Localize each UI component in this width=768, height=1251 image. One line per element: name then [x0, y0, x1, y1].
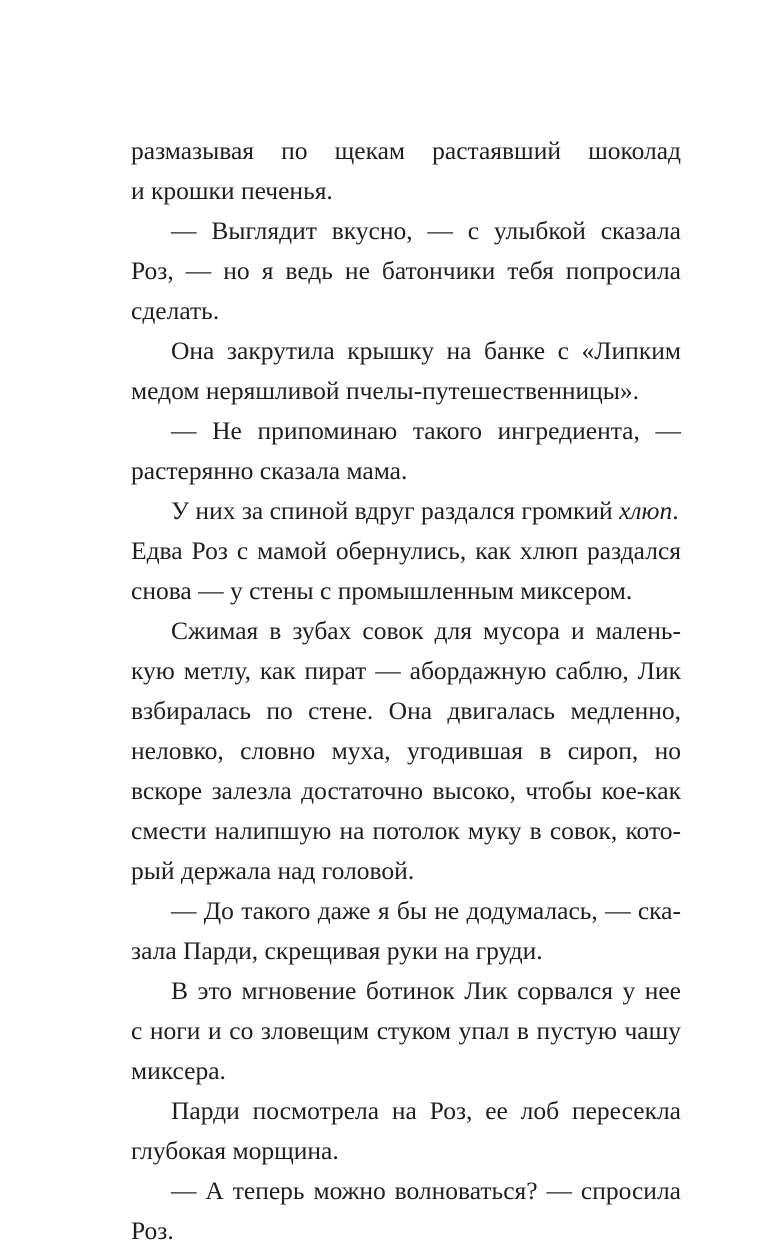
text-line: смести налипшую на потолок муку в совок, кото- — [131, 816, 681, 845]
text-line: миксера. — [131, 1056, 226, 1085]
text-line: с ноги и со зловещим стуком упал в пустую чашу — [131, 1016, 681, 1045]
text-line: — А теперь можно волноваться? — спросила — [171, 1176, 681, 1205]
text-line: — Не припоминаю такого ингредиента, — — [171, 416, 681, 445]
text-line: вскоре залезла достаточно высоко, чтобы кое-как — [131, 776, 681, 805]
text-line: медом неряшливой пчелы-путешественницы». — [131, 376, 640, 405]
text-line: Едва Роз с мамой обернулись, как хлюп раздался — [131, 536, 681, 565]
text-line: и крошки печенья. — [131, 176, 333, 205]
text-segment: У них за спиной вдруг раздался громкий — [171, 496, 613, 525]
text-line — [131, 491, 681, 531]
text-line: В это мгновение ботинок Лик сорвался у нее — [171, 976, 681, 1005]
italic-word: хлюп — [619, 496, 673, 525]
text-line: — До такого даже я бы не додумалась, — ска- — [171, 896, 681, 925]
text-line: взбиралась по стене. Она двигалась медленно, — [131, 696, 681, 725]
text-line: сделать. — [131, 296, 220, 325]
text-line: растерянно сказала мама. — [131, 456, 408, 485]
text-line: — Выглядит вкусно, — с улыбкой сказала — [171, 216, 681, 245]
text-line: зала Парди, скрещивая руки на груди. — [131, 936, 543, 965]
text-line: Роз, — но я ведь не батончики тебя попросила — [131, 256, 681, 285]
text-line: рый держала над головой. — [131, 856, 415, 885]
text-line: глубокая морщина. — [131, 1136, 339, 1165]
text-line: Парди посмотрела на Роз, ее лоб пересекла — [171, 1096, 681, 1125]
text-segment: . — [672, 496, 679, 525]
text-line: размазывая по щекам растаявший шоколад — [131, 136, 681, 165]
text-line: снова — у стены с промышленным миксером. — [131, 576, 633, 605]
book-page — [131, 131, 681, 1251]
text-line: Она закрутила крышку на банке с «Липким — [171, 336, 681, 365]
text-line: кую метлу, как пират — абордажную саблю, Лик — [131, 656, 681, 685]
text-line: Роз. — [131, 1216, 174, 1245]
text-line: Сжимая в зубах совок для мусора и малень- — [171, 616, 681, 645]
text-line: неловко, словно муха, угодившая в сироп, но — [131, 736, 681, 765]
